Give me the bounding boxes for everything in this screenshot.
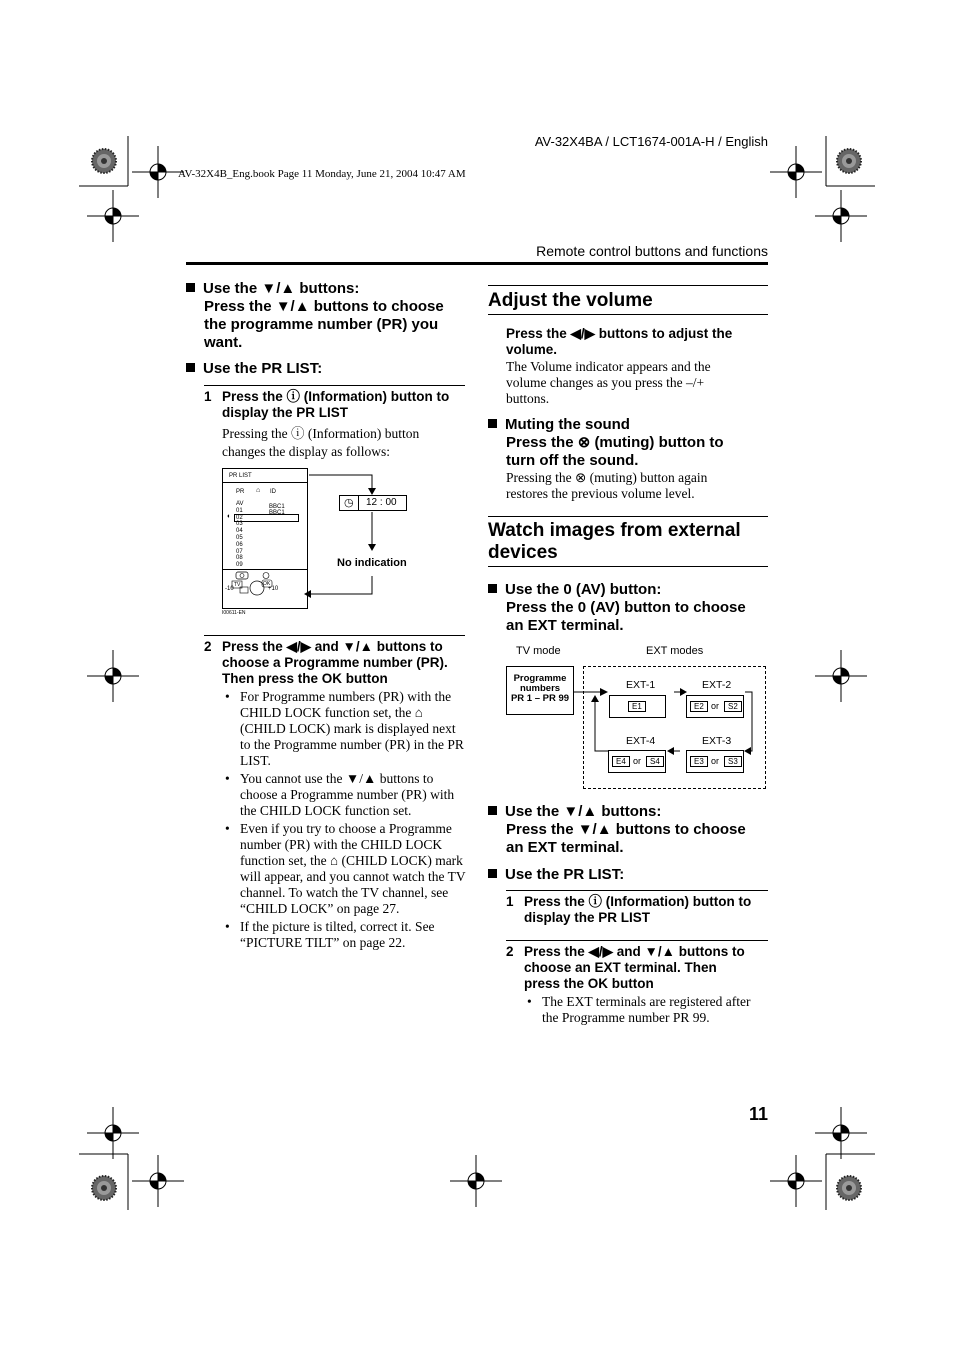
heading-use-up-down: Use the ▼/▲ buttons: Press the ▼/▲ buttons to choose the programme number (PR) you want. — [186, 280, 471, 352]
clock-display: ◷ 12 : 00 — [339, 495, 407, 511]
lock-icon: ⌂ — [256, 487, 261, 494]
pr-list-flow-arrows — [300, 470, 420, 610]
ext1-label: EXT-1 — [626, 679, 656, 691]
key-tv-label: TV — [234, 582, 241, 588]
step1-instruction: 1 Press the ⓘ (Information) button to display the PR LIST — [204, 389, 450, 420]
ext3-box — [686, 750, 744, 773]
ext-step2-rule — [506, 940, 768, 941]
bullet-item: • The EXT terminals are registered after the Programme number PR 99. — [524, 994, 768, 1026]
square-bullet-icon — [488, 584, 497, 593]
page-number: 11 — [748, 1104, 768, 1124]
heading-use-pr-list: Use the PR LIST: — [186, 360, 322, 378]
step2-rule — [204, 635, 465, 636]
pr-list-title: PR LIST — [229, 473, 252, 479]
or-label: or — [711, 701, 720, 711]
ext-step2-bullets — [524, 994, 768, 1028]
pr-list-selection — [234, 514, 299, 522]
heading-use-up-down-ext: Use the ▼/▲ buttons: Press the ▼/▲ buttons to choose an EXT terminal. — [488, 803, 768, 857]
muting-body: Pressing the ⊗ (muting) button again restores the previous volume level. — [506, 470, 708, 501]
tv-mode-label: TV mode — [516, 645, 561, 657]
ext2-label: EXT-2 — [702, 679, 732, 691]
ext-bottom-rule — [488, 566, 768, 567]
clock-icon: ◷ — [344, 497, 354, 509]
doc-id: AV-32X4BA / LCT1674-001A-H / English — [534, 134, 768, 149]
ext3-label: EXT-3 — [702, 735, 732, 747]
ext4-label: EXT-4 — [626, 735, 656, 747]
ext-modes-label: EXT modes — [646, 645, 704, 657]
header-rule — [186, 262, 768, 265]
ext4-box — [608, 750, 666, 773]
pr-list-id-2: BBC1 — [269, 510, 285, 516]
no-indication-label: No indication — [337, 557, 407, 569]
pr-list-col-id: ID — [270, 489, 276, 495]
volume-bottom-rule — [488, 314, 768, 315]
section-title: Remote control buttons and functions — [536, 243, 768, 259]
clock-small-icon: ◐ — [227, 513, 232, 520]
pr-list-col-pr: PR — [236, 489, 245, 495]
book-info: AV-32X4B_Eng.book Page 11 Monday, June 21, 2004 10:47 AM — [178, 168, 466, 180]
e3-icon: E3 — [690, 756, 708, 767]
key-ok-label: OK — [263, 581, 271, 587]
ext-step2-instruction: 2 Press the ◀/▶ and ▼/▲ buttons to choose an EXT terminal. Then press the OK button — [506, 944, 745, 991]
volume-step: Press the ◀/▶ buttons to adjust the volume. — [506, 326, 733, 357]
ext-step1-rule — [506, 890, 768, 891]
bullet-item: • You cannot use the ▼/▲ buttons to choose a Programme number (PR) with the CHILD LOCK function set. — [222, 771, 466, 819]
heading-muting: Muting the sound Press the ⊗ (muting) button to turn off the sound. — [488, 416, 768, 470]
programme-numbers-box: Programme numbers PR 1 – PR 99 — [506, 666, 574, 715]
heading-use-pr-list-ext: Use the PR LIST: — [488, 866, 624, 884]
e4-icon: E4 — [612, 756, 630, 767]
section-adjust-volume: Adjust the volume — [488, 290, 653, 311]
s3-icon: S3 — [724, 756, 742, 767]
ext1-box — [609, 695, 666, 718]
step1-body: Pressing the ⓘ (Information) button changes the display as follows: — [222, 426, 420, 459]
volume-body: The Volume indicator appears and the volume changes as you press the –/+ buttons. — [506, 359, 711, 406]
square-bullet-icon — [488, 419, 497, 428]
or-label: or — [633, 756, 642, 766]
volume-top-rule — [488, 285, 768, 286]
e2-icon: E2 — [690, 701, 708, 712]
pr-list-rows: AV 01 02 03 04 05 06 07 08 09 — [236, 501, 244, 569]
pr-list-id-1: BBC1 — [269, 504, 285, 510]
square-bullet-icon — [488, 806, 497, 815]
pr-list-key-rule — [222, 569, 308, 570]
square-bullet-icon — [186, 363, 195, 372]
ext-step1-instruction: 1 Press the ⓘ (Information) button to display the PR LIST — [506, 894, 752, 925]
heading-use-av: Use the 0 (AV) button: Press the 0 (AV) button to choose an EXT terminal. — [488, 581, 768, 635]
key-minus-label: -10 — [225, 586, 234, 592]
step2-instruction: 2 Press the ◀/▶ and ▼/▲ buttons to choose a Programme number (PR). Then press the OK button — [204, 639, 448, 686]
s4-icon: S4 — [646, 756, 664, 767]
section-external-devices: Watch images from external devices — [488, 520, 741, 563]
bullet-item: • If the picture is tilted, correct it. See “PICTURE TILT” on page 22. — [222, 919, 466, 951]
bullet-item: • Even if you try to choose a Programme number (PR) with the CHILD LOCK function set, the ⌂ (CHILD LOCK) mark will appear, and you cannot watch the TV channel. To watch the TV channel, see “CHILD LOCK” on page 27. — [222, 821, 466, 917]
pr-list-title-rule — [222, 482, 308, 483]
step1-rule — [204, 385, 465, 386]
key-plus-label: +10 — [268, 586, 279, 592]
square-bullet-icon — [488, 869, 497, 878]
square-bullet-icon — [186, 283, 195, 292]
e1-icon: E1 — [628, 701, 646, 712]
bullet-item: • For Programme numbers (PR) with the CHILD LOCK function set, the ⌂ (CHILD LOCK) mark is displayed next to the Programme number (PR) in the PR LIST. — [222, 689, 466, 769]
step2-bullets — [222, 689, 466, 953]
figure-code: I00611-EN — [222, 610, 246, 616]
or-label: or — [711, 756, 720, 766]
ext-top-rule — [488, 516, 768, 517]
s2-icon: S2 — [724, 701, 742, 712]
ext2-box — [686, 695, 744, 718]
